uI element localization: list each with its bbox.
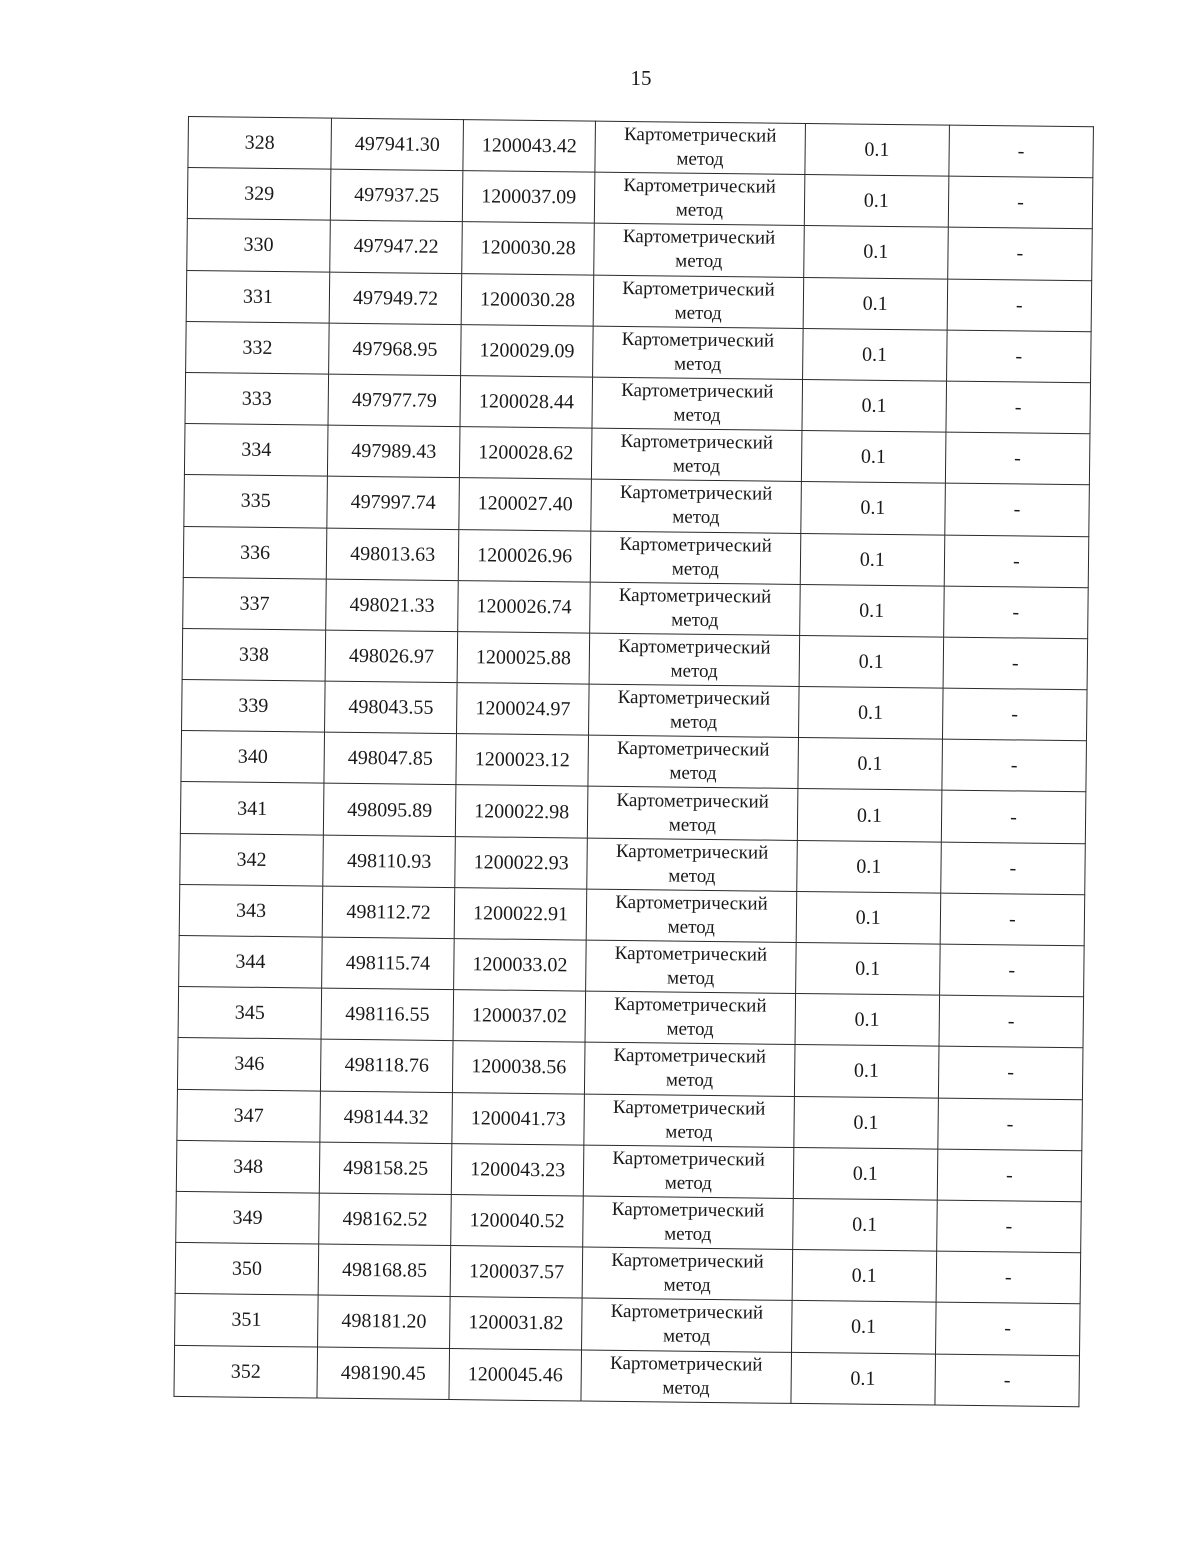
- page-number: 15: [630, 66, 652, 90]
- y-coordinate-cell: 1200043.42: [463, 120, 596, 173]
- point-number-cell: 330: [187, 219, 331, 272]
- method-line-2: метод: [669, 762, 717, 785]
- note-cell: -: [949, 125, 1094, 178]
- accuracy-cell: 0.1: [798, 687, 943, 740]
- x-coordinate-cell: 498021.33: [326, 579, 459, 632]
- y-coordinate-cell: 1200037.09: [462, 171, 595, 224]
- method-line-2: метод: [671, 558, 720, 580]
- x-coordinate-cell: 498026.97: [325, 630, 458, 683]
- method-cell: [587, 838, 797, 892]
- note-cell: -: [945, 483, 1090, 536]
- x-coordinate-cell: 497968.95: [329, 323, 462, 376]
- x-coordinate-cell: 498116.55: [321, 988, 454, 1041]
- point-number-cell: 335: [184, 475, 328, 528]
- method-line-1: Картометрический: [611, 1250, 764, 1273]
- x-coordinate-cell: 498118.76: [321, 1039, 454, 1092]
- method-line-2: метод: [666, 967, 715, 990]
- x-coordinate-cell: 498190.45: [317, 1347, 450, 1400]
- note-cell: -: [937, 1200, 1082, 1253]
- y-coordinate-cell: 1200025.88: [457, 631, 590, 684]
- y-coordinate-cell: 1200028.62: [460, 427, 593, 480]
- accuracy-cell: 0.1: [804, 175, 949, 228]
- y-coordinate-cell: 1200022.93: [455, 836, 588, 889]
- method-line-1: Картометрический: [616, 738, 770, 761]
- note-cell: -: [946, 381, 1091, 434]
- method-cell: [590, 531, 800, 585]
- method-line-2: метод: [665, 1121, 713, 1143]
- method-cell: [583, 1196, 793, 1250]
- method-cell: [588, 735, 798, 789]
- x-coordinate-cell: 497949.72: [329, 272, 462, 325]
- accuracy-cell: 0.1: [793, 1147, 938, 1200]
- method-line-2: метод: [667, 916, 715, 938]
- x-coordinate-cell: 497947.22: [330, 220, 463, 273]
- method-cell: [585, 991, 795, 1045]
- method-line-2: метод: [664, 1172, 713, 1194]
- method-line-1: Картометрический: [623, 175, 776, 198]
- note-cell: -: [939, 944, 1084, 997]
- method-line-2: метод: [666, 1018, 714, 1041]
- y-coordinate-cell: 1200037.57: [450, 1246, 583, 1299]
- method-line-2: метод: [671, 609, 719, 631]
- method-line-2: метод: [672, 506, 720, 529]
- y-coordinate-cell: 1200022.98: [455, 785, 588, 838]
- note-cell: -: [943, 637, 1088, 690]
- accuracy-cell: 0.1: [796, 891, 941, 944]
- point-number-cell: 348: [176, 1140, 320, 1193]
- note-cell: -: [939, 995, 1084, 1048]
- note-cell: -: [935, 1302, 1080, 1355]
- method-line-2: метод: [663, 1274, 711, 1297]
- method-line-2: метод: [665, 1069, 714, 1092]
- method-line-2: метод: [673, 404, 721, 427]
- note-cell: -: [945, 432, 1090, 485]
- x-coordinate-cell: 498095.89: [323, 784, 456, 837]
- x-coordinate-cell: 498162.52: [319, 1193, 452, 1246]
- accuracy-cell: 0.1: [803, 226, 948, 279]
- y-coordinate-cell: 1200026.96: [458, 529, 591, 582]
- accuracy-cell: 0.1: [799, 635, 944, 688]
- note-cell: -: [943, 586, 1088, 639]
- method-cell: [582, 1247, 792, 1301]
- accuracy-cell: 0.1: [800, 533, 945, 586]
- accuracy-cell: 0.1: [796, 840, 941, 893]
- point-number-cell: 337: [183, 577, 327, 630]
- y-coordinate-cell: 1200031.82: [450, 1297, 583, 1350]
- table-row: [174, 1345, 1080, 1406]
- method-line-1: Картометрический: [617, 687, 771, 710]
- y-coordinate-cell: 1200040.52: [451, 1194, 584, 1247]
- accuracy-cell: 0.1: [791, 1352, 936, 1405]
- point-number-cell: 344: [179, 935, 323, 988]
- note-cell: -: [941, 791, 1086, 844]
- note-cell: -: [942, 688, 1087, 741]
- y-coordinate-cell: 1200030.28: [461, 273, 594, 326]
- point-number-cell: 334: [184, 424, 328, 477]
- method-line-1: Картометрический: [622, 277, 775, 301]
- method-line-1: Картометрический: [615, 840, 769, 864]
- y-coordinate-cell: 1200024.97: [457, 683, 590, 736]
- y-coordinate-cell: 1200022.91: [454, 887, 587, 940]
- x-coordinate-cell: 498168.85: [318, 1244, 451, 1297]
- method-line-1: Картометрический: [622, 226, 776, 250]
- x-coordinate-cell: 498110.93: [323, 835, 456, 888]
- method-cell: [589, 633, 799, 687]
- accuracy-cell: 0.1: [801, 482, 946, 535]
- method-line-2: метод: [662, 1325, 711, 1348]
- method-cell: [594, 223, 804, 277]
- method-line-2: метод: [669, 711, 718, 734]
- x-coordinate-cell: 498158.25: [319, 1142, 452, 1195]
- y-coordinate-cell: 1200038.56: [453, 1041, 586, 1094]
- method-line-1: Картометрический: [616, 789, 770, 813]
- method-line-1: Картометрический: [612, 1147, 765, 1171]
- method-cell: [593, 275, 803, 329]
- accuracy-cell: 0.1: [798, 738, 943, 791]
- method-cell: [581, 1350, 791, 1404]
- method-line-1: Картометрический: [621, 328, 775, 352]
- method-line-2: метод: [668, 865, 716, 887]
- note-cell: -: [938, 1046, 1083, 1099]
- method-line-1: Картометрический: [611, 1198, 765, 1222]
- method-line-1: Картометрический: [609, 1352, 763, 1376]
- method-line-1: Картометрический: [614, 942, 768, 966]
- method-line-1: Картометрический: [621, 379, 774, 403]
- method-line-2: метод: [673, 353, 722, 375]
- method-line-1: Картометрический: [610, 1301, 764, 1325]
- x-coordinate-cell: 498112.72: [322, 886, 455, 939]
- note-cell: -: [944, 535, 1089, 588]
- point-number-cell: 342: [180, 833, 324, 886]
- point-number-cell: 349: [176, 1191, 320, 1244]
- x-coordinate-cell: 497997.74: [327, 476, 460, 529]
- method-line-2: метод: [674, 302, 722, 324]
- note-cell: -: [946, 330, 1091, 383]
- y-coordinate-cell: 1200033.02: [454, 939, 587, 992]
- method-line-1: Картометрический: [619, 482, 773, 506]
- method-cell: [591, 479, 801, 533]
- note-cell: -: [940, 893, 1085, 946]
- point-number-cell: 329: [187, 168, 331, 221]
- accuracy-cell: 0.1: [794, 1045, 939, 1098]
- note-cell: -: [941, 842, 1086, 895]
- y-coordinate-cell: 1200029.09: [461, 324, 594, 377]
- point-number-cell: 346: [177, 1038, 321, 1091]
- method-cell: [587, 787, 797, 841]
- point-number-cell: 341: [180, 782, 324, 835]
- note-cell: -: [942, 739, 1087, 792]
- method-line-1: Картометрический: [613, 1045, 767, 1069]
- method-line-2: метод: [676, 148, 724, 171]
- accuracy-cell: 0.1: [801, 431, 946, 484]
- x-coordinate-cell: 498181.20: [318, 1295, 451, 1348]
- y-coordinate-cell: 1200043.23: [451, 1143, 584, 1196]
- table-body: [174, 117, 1093, 1407]
- note-cell: -: [937, 1149, 1082, 1202]
- y-coordinate-cell: 1200045.46: [449, 1348, 582, 1401]
- coordinates-table: [173, 116, 1093, 1407]
- method-cell: [584, 1094, 794, 1148]
- method-line-2: метод: [662, 1377, 710, 1399]
- point-number-cell: 352: [174, 1345, 318, 1398]
- point-number-cell: 343: [179, 884, 323, 937]
- accuracy-cell: 0.1: [802, 328, 947, 381]
- x-coordinate-cell: 498144.32: [320, 1091, 453, 1144]
- point-number-cell: 351: [175, 1294, 319, 1347]
- accuracy-cell: 0.1: [792, 1250, 937, 1303]
- point-number-cell: 350: [175, 1243, 319, 1296]
- x-coordinate-cell: 498047.85: [324, 732, 457, 785]
- accuracy-cell: 0.1: [794, 1096, 939, 1149]
- note-cell: -: [948, 176, 1093, 229]
- y-coordinate-cell: 1200027.40: [459, 478, 592, 531]
- method-cell: [592, 377, 802, 431]
- method-line-1: Картометрический: [614, 994, 767, 1017]
- point-number-cell: 331: [186, 270, 330, 323]
- method-line-2: метод: [672, 455, 721, 478]
- x-coordinate-cell: 497989.43: [328, 425, 461, 478]
- accuracy-cell: 0.1: [802, 379, 947, 432]
- note-cell: -: [935, 1354, 1080, 1407]
- y-coordinate-cell: 1200026.74: [458, 580, 591, 633]
- x-coordinate-cell: 497941.30: [331, 118, 464, 171]
- method-cell: [585, 1042, 795, 1096]
- x-coordinate-cell: 498115.74: [322, 937, 455, 990]
- accuracy-cell: 0.1: [797, 789, 942, 842]
- y-coordinate-cell: 1200028.44: [460, 376, 593, 429]
- method-line-1: Картометрический: [620, 431, 774, 454]
- method-cell: [583, 1145, 793, 1199]
- accuracy-cell: 0.1: [805, 124, 950, 177]
- point-number-cell: 328: [188, 117, 332, 170]
- method-cell: [582, 1298, 792, 1352]
- method-line-2: метод: [664, 1223, 712, 1246]
- method-line-1: Картометрический: [619, 533, 772, 557]
- y-coordinate-cell: 1200023.12: [456, 734, 589, 787]
- x-coordinate-cell: 497977.79: [328, 374, 461, 427]
- note-cell: -: [936, 1251, 1081, 1304]
- point-number-cell: 332: [186, 321, 330, 374]
- accuracy-cell: 0.1: [799, 584, 944, 637]
- accuracy-cell: 0.1: [803, 277, 948, 330]
- method-cell: [586, 940, 796, 994]
- x-coordinate-cell: 498013.63: [326, 528, 459, 581]
- point-number-cell: 347: [177, 1089, 321, 1142]
- method-line-1: Картометрический: [623, 124, 777, 147]
- point-number-cell: 333: [185, 372, 329, 425]
- accuracy-cell: 0.1: [792, 1198, 937, 1251]
- method-cell: [595, 121, 805, 175]
- method-cell: [589, 684, 799, 738]
- method-line-1: Картометрический: [618, 584, 772, 608]
- y-coordinate-cell: 1200030.28: [462, 222, 595, 275]
- method-line-2: метод: [675, 199, 724, 222]
- x-coordinate-cell: 497937.25: [330, 169, 463, 222]
- note-cell: -: [938, 1098, 1083, 1151]
- y-coordinate-cell: 1200041.73: [452, 1092, 585, 1145]
- method-line-2: метод: [675, 251, 723, 273]
- method-cell: [586, 889, 796, 943]
- y-coordinate-cell: 1200037.02: [453, 990, 586, 1043]
- method-line-1: Картометрический: [615, 891, 768, 915]
- accuracy-cell: 0.1: [791, 1301, 936, 1354]
- method-cell: [592, 428, 802, 482]
- method-line-2: метод: [668, 814, 717, 836]
- x-coordinate-cell: 498043.55: [325, 681, 458, 734]
- accuracy-cell: 0.1: [795, 942, 940, 995]
- point-number-cell: 340: [181, 731, 325, 784]
- point-number-cell: 336: [183, 526, 327, 579]
- method-cell: [590, 582, 800, 636]
- point-number-cell: 339: [182, 680, 326, 733]
- note-cell: -: [948, 228, 1093, 281]
- note-cell: -: [947, 279, 1092, 332]
- point-number-cell: 345: [178, 987, 322, 1040]
- point-number-cell: 338: [182, 628, 326, 681]
- method-cell: [593, 326, 803, 380]
- method-cell: [594, 172, 804, 226]
- accuracy-cell: 0.1: [795, 994, 940, 1047]
- method-line-1: Картометрический: [612, 1096, 766, 1120]
- method-line-2: метод: [670, 660, 718, 683]
- method-line-1: Картометрический: [618, 635, 771, 659]
